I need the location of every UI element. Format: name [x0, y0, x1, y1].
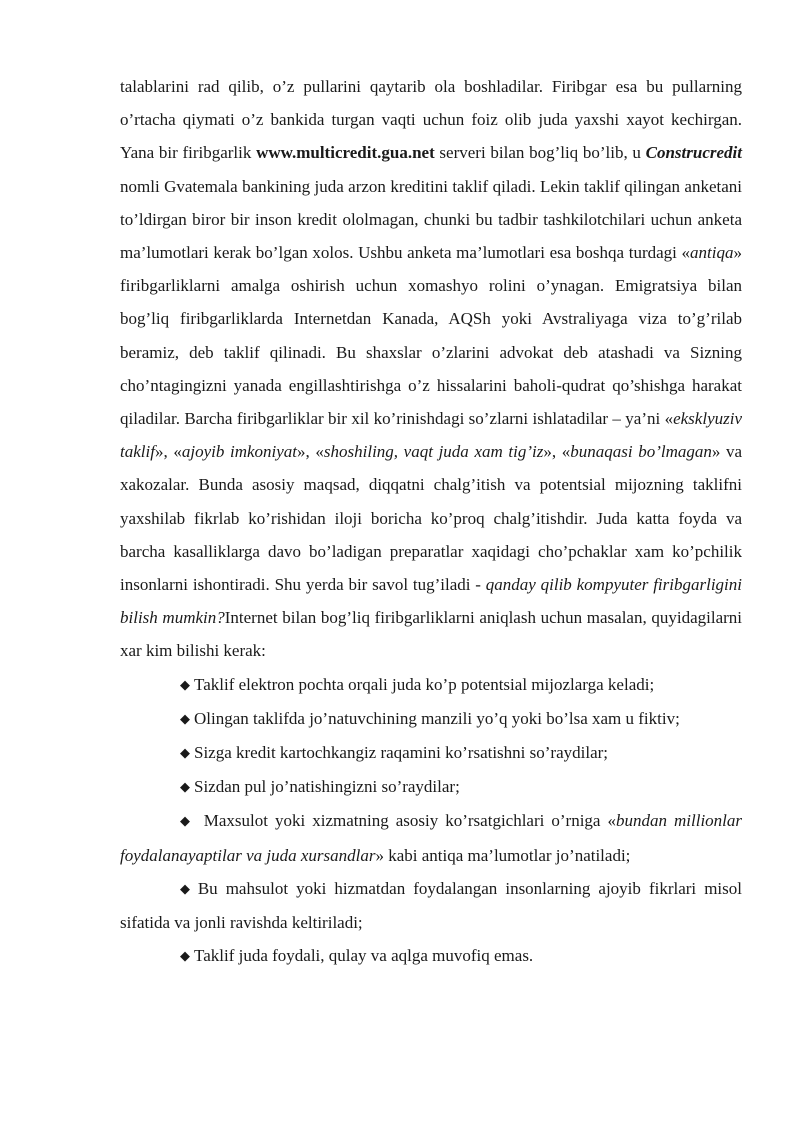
text-run: serveri bilan bog’liq bo’lib, u	[434, 143, 646, 163]
fraud-website-url: www.multicredit.gua.net	[256, 143, 435, 163]
list-item	[120, 872, 742, 939]
quoted-phrase: eksklyuziv taklif	[120, 409, 742, 462]
emphasis-text: antiqa	[690, 243, 734, 263]
diamond-bullet-icon: ◆	[180, 710, 190, 726]
list-item-text: Taklif juda foydali, qulay va aqlga muvofiq emas.	[194, 946, 534, 966]
text-run: nomli Gvatemala bankining juda arzon kreditini taklif qiladi. Lekin taklif qilingan anketani to’ldirgan biror bir inson kredit ololmagan, chunki bu tadbir tashkilotchilari uchun anketa ma’lumotlari kerak bo’lgan xolos. Ushbu anketa ma’lumotlari esa boshqa turdagi «	[120, 176, 742, 263]
list-item-text: Bu mahsulot yoki hizmatdan foydalangan insonlarning ajoyib fikrlari misol sifatida va jonli ravishda keltiriladi;	[120, 878, 742, 933]
diamond-bullet-icon: ◆	[180, 745, 190, 761]
text-run: » va xakozalar. Bunda asosiy maqsad, diqqatni chalg’itish va potentsial mijozning taklifni yaxshilab fikrlab ko’rishidan iloji boricha ko’proq chalg’itishdir. Juda katta foyda va barcha kasalliklarga davo bo’ladigan preparatlar xaqidagi cho’pchaklar xam ko’pchilik insonlarni ishontiradi. Shu yerda bir savol tug’iladi -	[120, 442, 743, 595]
list-item	[120, 702, 742, 736]
quoted-phrase: ajoyib imkoniyat	[181, 442, 298, 462]
list-item	[120, 770, 742, 804]
list-item	[120, 668, 742, 702]
quoted-phrase: bundan millionlar foydalanayaptilar va juda xursandlar	[120, 811, 743, 865]
list-item-text: » kabi antiqa ma’lumotlar jo’natiladi;	[375, 845, 631, 865]
text-run: », «	[154, 442, 182, 462]
quoted-phrase: shoshiling, vaqt juda xam tig’iz	[323, 442, 544, 462]
main-paragraph	[120, 70, 742, 668]
list-item	[120, 939, 742, 973]
quoted-phrase: bunaqasi bo’lmagan	[570, 442, 712, 462]
text-run: », «	[297, 442, 324, 462]
diamond-bullet-icon: ◆	[180, 779, 190, 795]
text-run: » firibgarliklarni amalga oshirish uchun xomashyo rolini o’ynagan. Emigratsiya bilan bog’liq firibgarliklarda Internetdan Kanada, AQSh yoki Avstraliyaga viza to’g’rilab beramiz, deb taklif qilinadi. Bu shaxslar o’zlarini advokat deb atashadi va Sizning cho’ntagingizni yanada engillashtirishga o’z hissalarini baholi-qudrat qo’shishga harakat qiladilar. Barcha firibgarliklar bir xil ko’rinishdagi so’zlarni ishlatadilar – ya’ni «	[120, 243, 742, 429]
text-run: Internet bilan bog’liq firibgarliklarni aniqlash uchun masalan, quyidagilarni xar kim bilishi kerak:	[120, 608, 743, 661]
text-run: », «	[543, 442, 571, 462]
list-item	[120, 736, 742, 770]
key-question: qanday qilib kompyuter firibgarligini bilish mumkin?	[120, 575, 742, 628]
list-item-text: Sizdan pul jo’natishingizni so’raydilar;	[194, 777, 460, 797]
list-item-text: Sizga kredit kartochkangiz raqamini ko’rsatishni so’raydilar;	[194, 743, 609, 763]
bank-name: Construcredit	[645, 143, 742, 163]
diamond-bullet-icon: ◆	[180, 948, 190, 964]
document-body	[120, 70, 742, 973]
list-item-text: Olingan taklifda jo’natuvchining manzili yo’q yoki bo’lsa xam u fiktiv;	[194, 708, 680, 728]
list-item-text: Taklif elektron pochta orqali juda ko’p potentsial mijozlarga keladi;	[194, 674, 655, 694]
list-item-text: Maxsulot yoki xizmatning asosiy ko’rsatgichlari o’rniga «	[196, 811, 616, 831]
diamond-bullet-icon: ◆	[180, 880, 194, 896]
diamond-bullet-icon: ◆	[180, 813, 193, 829]
text-run: talablarini rad qilib, o’z pullarini qaytarib ola boshladilar. Firibgar esa bu pullarning o’rtacha qiymati o’z bankida turgan vaqti uchun foiz olib juda yaxshi xayot kechirgan. Yana bir firibgarlik	[120, 77, 742, 163]
diamond-bullet-icon: ◆	[180, 676, 190, 692]
list-item	[120, 804, 742, 871]
